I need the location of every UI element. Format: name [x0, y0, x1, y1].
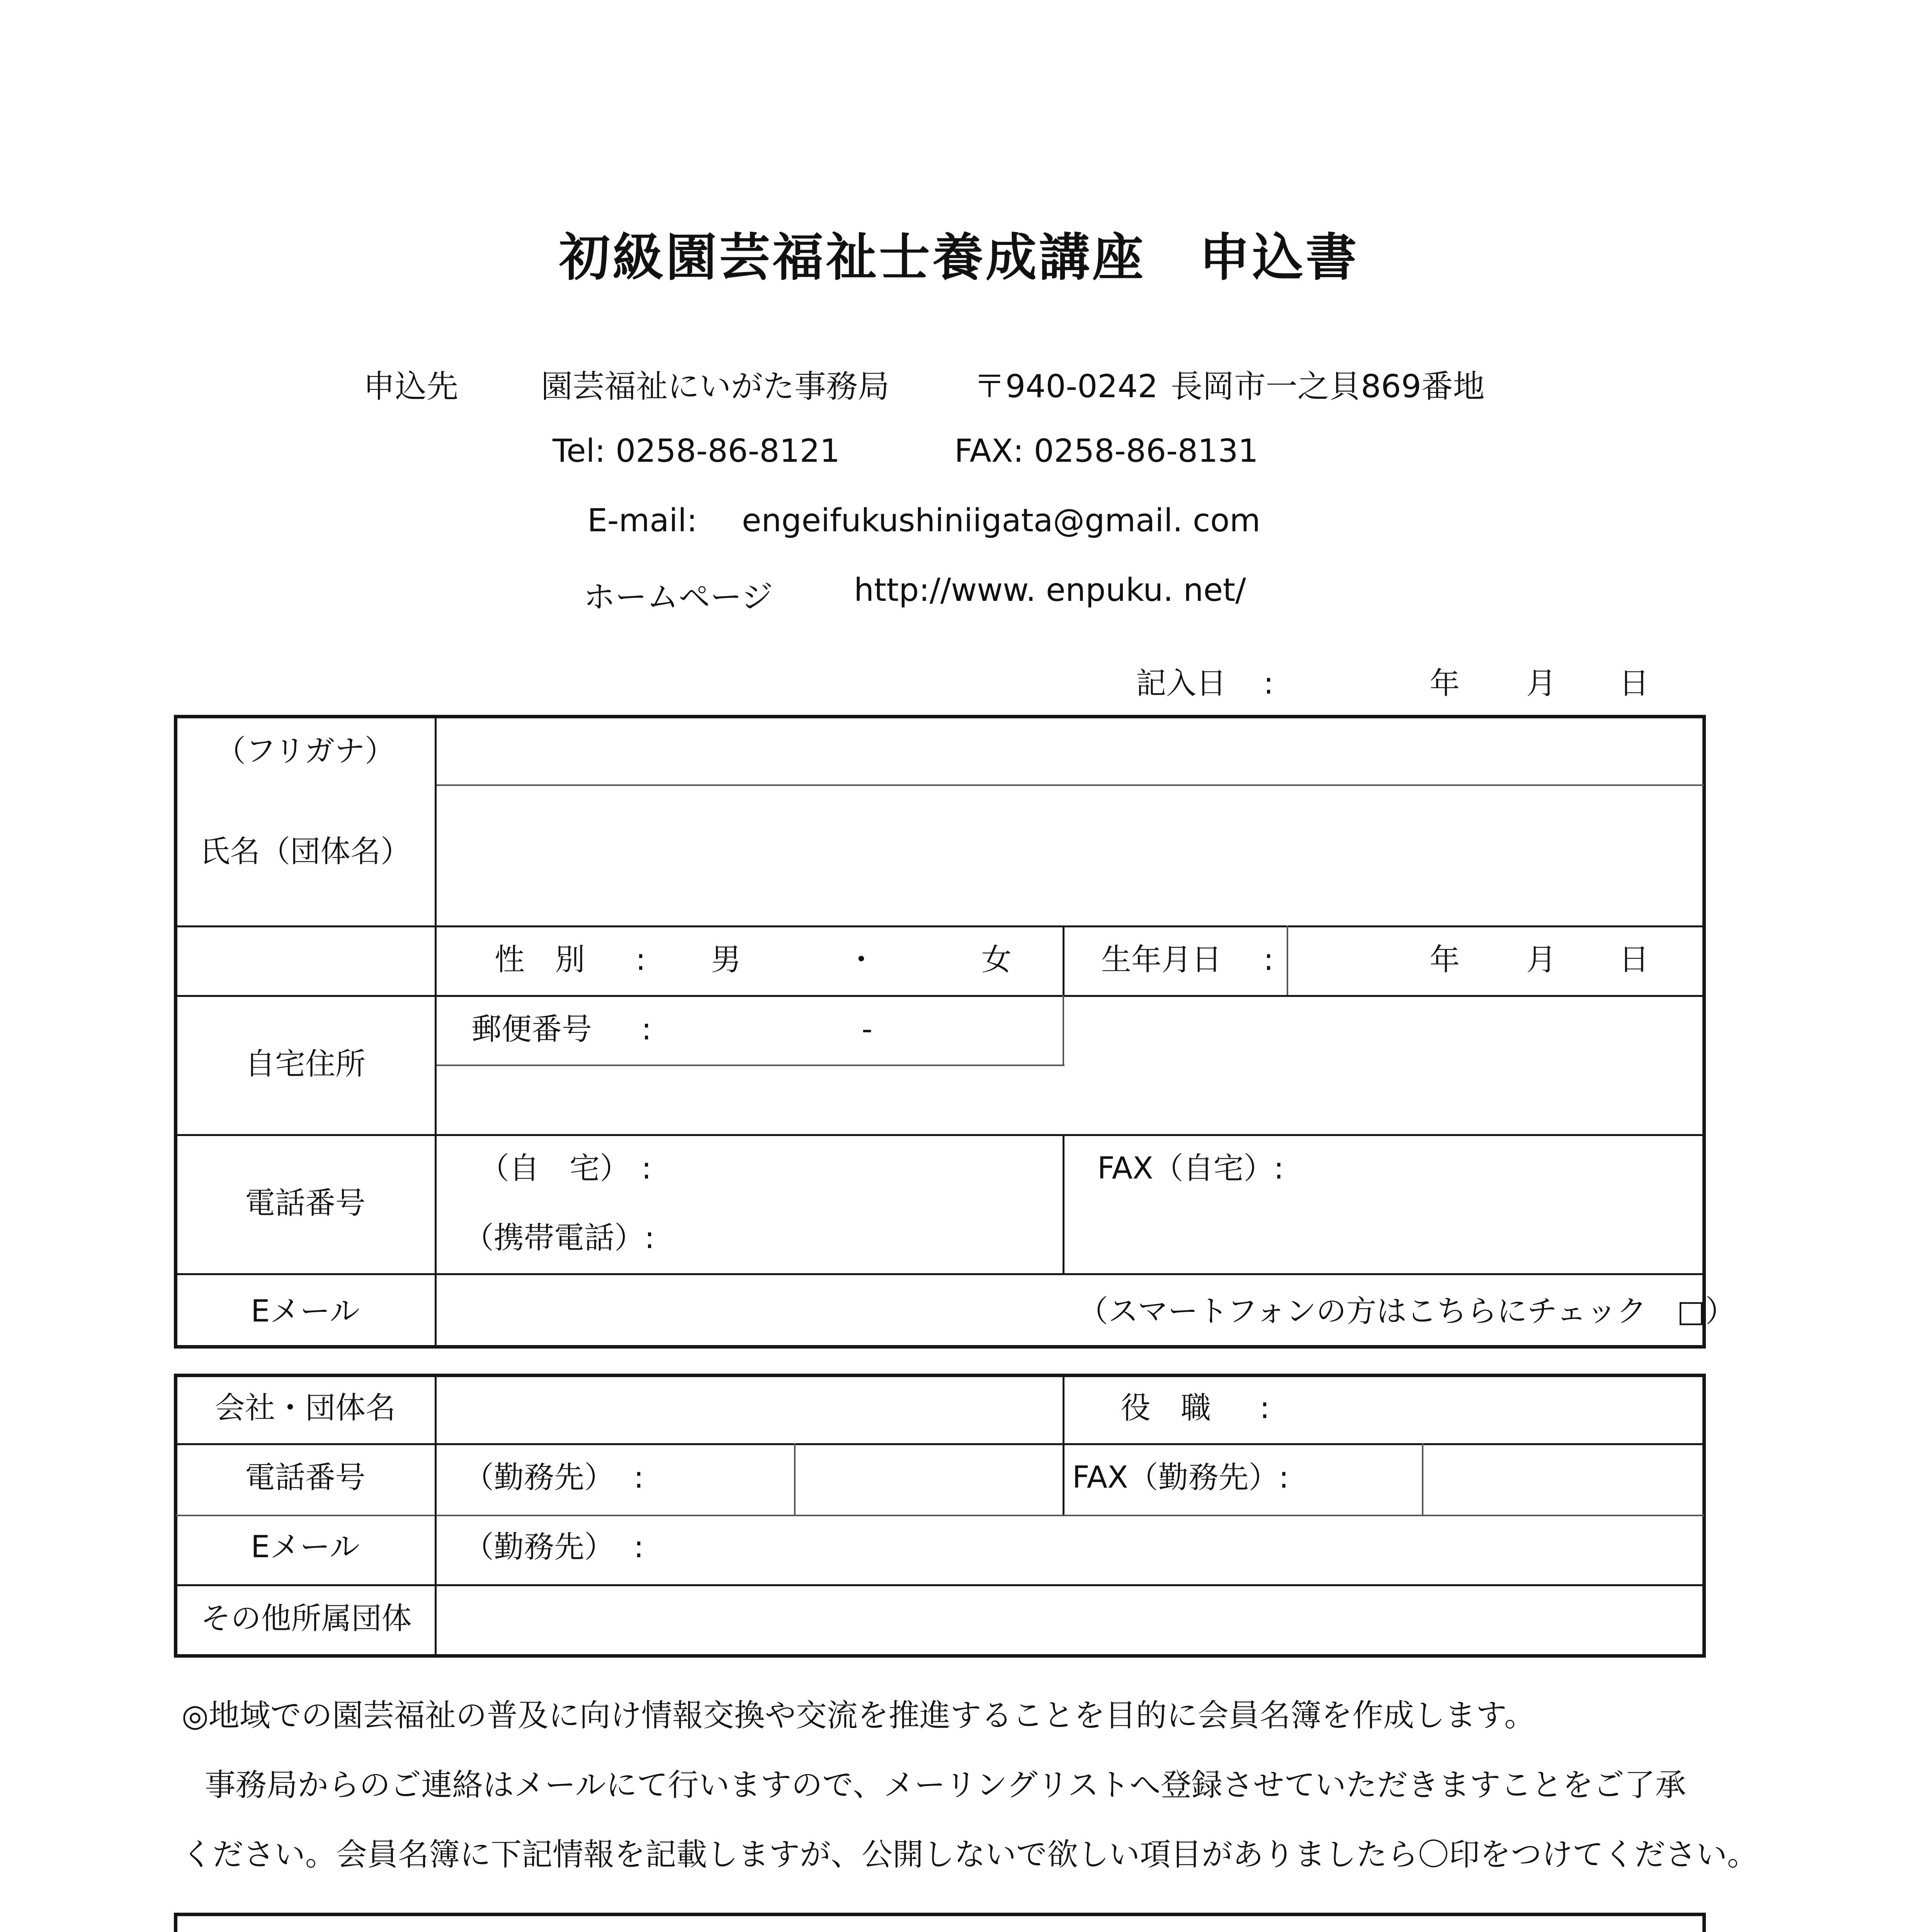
- birthdate-month: 月: [1526, 942, 1557, 977]
- phone-mobile-label: （携帯電話）:: [464, 1221, 655, 1255]
- notice-line-2: 事務局からのご連絡はメールにて行いますので、メーリングリストへ登録させていただきますことをご了承: [205, 1767, 1686, 1803]
- other-groups-label: その他所属団体: [201, 1601, 412, 1636]
- postal-code-dash: -: [862, 1012, 873, 1047]
- divider: [176, 1273, 1704, 1275]
- divider: [176, 1134, 1704, 1136]
- divider: [1063, 1134, 1064, 1273]
- company-label: 会社・団体名: [214, 1391, 396, 1425]
- home-address-field[interactable]: [439, 1068, 1700, 1130]
- gender-male-option[interactable]: 男: [711, 942, 741, 977]
- divider: [794, 1443, 796, 1515]
- notice-line-3: ください。会員名簿に下記情報を記載しますが、公開しないで欲しい項目がありましたら〇印をつけてください。: [182, 1837, 1758, 1872]
- entry-date-sep: :: [1263, 666, 1274, 701]
- entry-date-day: 日: [1619, 666, 1649, 701]
- divider: [1422, 1443, 1423, 1515]
- contact-address: 長岡市一之貝869番地: [1171, 368, 1485, 405]
- contact-homepage: http://www. enpuku. net/: [854, 572, 1246, 609]
- divider: [1063, 995, 1064, 1065]
- published-items-box: [174, 1913, 1706, 1932]
- furigana-field[interactable]: [439, 719, 1700, 781]
- divider: [1063, 925, 1064, 995]
- divider: [435, 1376, 437, 1656]
- home-address-label: 自宅住所: [245, 1047, 366, 1082]
- divider: [437, 784, 1704, 786]
- birthdate-colon: :: [1263, 942, 1274, 977]
- work-email-sub: （勤務先）: [464, 1530, 615, 1565]
- entry-date-month: 月: [1526, 666, 1557, 701]
- entry-date-label: 記入日: [1136, 666, 1227, 701]
- contact-office: 園芸福祉にいがた事務局: [541, 368, 890, 405]
- gender-female-option[interactable]: 女: [981, 942, 1012, 977]
- divider: [435, 717, 437, 1347]
- birthdate-year: 年: [1430, 942, 1460, 977]
- birthdate-day: 日: [1619, 942, 1649, 977]
- position-colon: :: [1260, 1391, 1270, 1425]
- gender-separator: ・: [846, 942, 877, 977]
- divider: [176, 1584, 1704, 1586]
- work-email-label: Eメール: [251, 1530, 360, 1565]
- furigana-label: （フリガナ）: [215, 734, 395, 769]
- work-phone-colon: :: [634, 1460, 644, 1495]
- work-phone-sub: （勤務先）: [464, 1460, 615, 1495]
- notice-line-1: ◎地域での園芸福祉の普及に向け情報交換や交流を推進することを目的に会員名簿を作成します。: [182, 1697, 1535, 1733]
- fax-home-label: FAX（自宅）:: [1097, 1151, 1284, 1186]
- name-field[interactable]: [439, 788, 1700, 922]
- postal-code-colon: :: [641, 1012, 652, 1047]
- divider: [1063, 1376, 1064, 1515]
- divider: [176, 995, 1704, 997]
- contact-email: engeifukushiniigata@gmail. com: [742, 502, 1261, 539]
- divider: [1287, 925, 1288, 995]
- gender-label: 性 別: [495, 942, 585, 977]
- phone-label: 電話番号: [245, 1186, 366, 1221]
- email-label: Eメール: [251, 1294, 360, 1329]
- divider: [176, 1443, 1704, 1445]
- contact-label: 申込先: [363, 368, 459, 405]
- birthdate-label: 生年月日: [1101, 942, 1222, 977]
- smartphone-check[interactable]: （スマートフォンの方はこちらにチェック □）: [1078, 1294, 1736, 1329]
- contact-email-label: E-mail:: [587, 502, 697, 539]
- work-email-colon: :: [634, 1530, 644, 1565]
- postal-code-label: 郵便番号: [471, 1012, 592, 1047]
- divider: [176, 925, 1704, 927]
- contact-tel: Tel: 0258-86-8121: [553, 433, 840, 469]
- name-label: 氏名（団体名）: [199, 834, 411, 869]
- phone-home-colon: :: [641, 1151, 652, 1186]
- work-phone-label: 電話番号: [245, 1460, 366, 1495]
- phone-home-label: （自 宅）: [479, 1151, 630, 1186]
- entry-date-year: 年: [1430, 666, 1460, 701]
- contact-postal: 〒940-0242: [974, 368, 1158, 405]
- position-label: 役 職: [1121, 1391, 1211, 1425]
- divider: [176, 1515, 1704, 1516]
- work-fax-label: FAX（勤務先）:: [1072, 1460, 1289, 1495]
- divider: [437, 1065, 1064, 1066]
- contact-homepage-label: ホームページ: [583, 579, 773, 616]
- page-title: 初級園芸福祉士養成講座 申込書: [559, 228, 1359, 287]
- gender-colon: :: [636, 942, 646, 977]
- contact-fax: FAX: 0258-86-8131: [954, 433, 1258, 469]
